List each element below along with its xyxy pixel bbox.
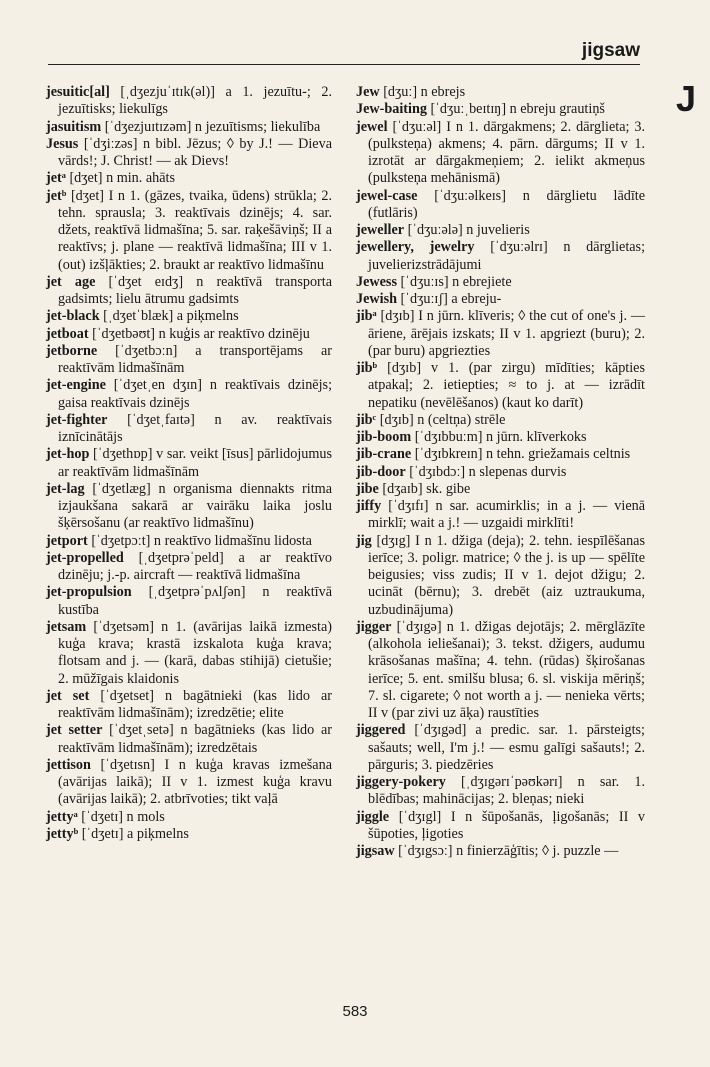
entry-definition: [ˈdʒetˌsetə] n bagātnieks (kas lido ar reaktīvām lidmašīnām); izredzētais [58,722,333,756]
entry-definition: [dʒaɪb] sk. gibe [382,480,471,497]
dictionary-entry [46,343,332,378]
dictionary-entry [46,170,332,187]
entry-definition: [ˌdʒetprəˈpʌlʃən] n reaktīvā kustība [58,584,333,618]
entry-headword: jibe [356,480,379,497]
dictionary-entry [46,826,332,843]
entry-definition: [ˈdʒethɒp] v sar. veikt [īsus] pārlidojumus ar reaktīvām lidmašīnām [58,446,333,480]
entry-headword: jewellery, jewelry [356,239,475,256]
entry-definition: [ˌdʒetˈblæk] a piķmelns [103,308,239,325]
entry-definition: [ˈdʒetˌfaɪtə] n av. reaktīvais iznīcinātājs [58,411,332,445]
entry-headword: jet-fighter [46,411,108,428]
header-rule [48,64,640,65]
dictionary-entry [356,360,645,412]
dictionary-entry [46,481,332,533]
entry-definition: [ˈdʒiːzəs] n bibl. Jēzus; ◊ by J.! — Dieva vārds!; J. Christ! — ak Dievs! [58,135,332,169]
entry-headword: jibᵃ [356,308,377,325]
dictionary-entry [356,119,645,188]
entry-definition: [ˈdʒetsəm] n 1. (avārijas laikā izmesta) kuģa krava; krastā izskalota kuģa krava; flotsam and j. — (karā, dabas stihijā) cietušie; 2. mūžīgais klaidonis [58,618,333,687]
entry-headword: jibᵇ [356,360,378,376]
dictionary-entry [46,308,332,325]
entry-definition: [dʒet] n min. ahāts [69,170,176,187]
entry-headword: jib-door [356,463,406,480]
entry-headword: jettison [46,756,91,773]
dictionary-entry [46,550,332,585]
entry-definition: [dʒɪb] n (celtņa) strēle [379,411,506,428]
thumb-index-letter: J [675,78,696,119]
entry-definition: [ˈdʒetset] n bagātnieki (kas lido ar reaktīvām lidmašīnām); izredzētie; elite [58,687,332,721]
entry-headword: Jewess [356,273,397,290]
entry-headword: jasuitism [46,118,102,135]
dictionary-entry [46,412,332,447]
dictionary-entry [356,446,645,463]
dictionary-entry [356,412,645,429]
dictionary-entry [46,688,332,723]
dictionary-entry [356,498,645,533]
dictionary-entry [46,119,332,136]
entry-headword: jet-lag [46,480,85,497]
dictionary-entry [356,308,645,360]
dictionary-entry [46,274,332,309]
dictionary-entry [46,84,332,119]
dictionary-entry [356,101,645,118]
dictionary-entry [356,188,645,223]
left-column [46,84,332,843]
page-number: 583 [342,1003,368,1020]
entry-headword: jewel [356,118,388,135]
entry-headword: jiggery-pokery [356,774,446,790]
dictionary-entry [356,464,645,481]
entry-headword: jet-engine [46,377,106,394]
entry-definition: [ˈdʒet eɪdʒ] n reaktīvā transporta gadsimts; lielu ātrumu gadsimts [58,273,333,307]
entry-definition: [ˈdʒɪgəd] a predic. sar. 1. pārsteigts; sašauts; well, I'm j.! — esmu galīgi sašauts!; 2. pārguris; 3. piedzēries [368,722,646,773]
dictionary-entry [356,774,645,809]
dictionary-entry [46,722,332,757]
entry-definition: [ˈdʒɪfɪ] n sar. acumirklis; in a j. — vienā mirklī; wait a j.! — uzgaidi mirklīti! [368,498,646,532]
dictionary-entry [356,84,645,101]
entry-headword: jetport [46,532,88,549]
entry-definition: [ˈdʒetbəʊt] n kuģis ar reaktīvo dzinēju [92,325,310,342]
entry-definition: [ˈdʒuːəl] I n 1. dārgakmens; 2. dārglieta; 3. (pulksteņa) akmens; 4. pārn. dārgums; II v 1. izrotāt ar dārgakmeņiem; 2. ielikt akmeņus (pulksteņa mehānismā) [368,118,645,187]
dictionary-entry [356,222,645,239]
entry-definition: [ˈdʒɪbdɔː] n slepenas durvis [409,463,567,480]
entry-headword: jigger [356,618,392,635]
dictionary-entry [356,843,645,860]
dictionary-entry [46,757,332,809]
right-column [356,84,645,860]
entry-definition: [ˈdʒezjuɪtɪzəm] n jezuītisms; liekulība [104,118,321,135]
entry-headword: jetboat [46,325,89,342]
dictionary-entry [46,584,332,619]
dictionary-entry [46,533,332,550]
entry-definition: [ˈdʒuːɪs] n ebrejiete [400,273,512,290]
dictionary-entry [46,446,332,481]
entry-headword: jeweller [356,222,405,238]
entry-headword: jetᵃ [46,170,66,187]
entry-definition: [ˈdʒuːəlkeɪs] n dārglietu lādīte (futlāris) [368,187,646,221]
entry-headword: jibᶜ [356,411,377,428]
entry-headword: jet set [46,687,90,704]
entry-definition: [ˈdʒɪgl] I n šūpošanās, ļigošanās; II v šūpoties, ļigoties [368,808,646,842]
entry-definition: [dʒɪb] I n jūrn. klīveris; ◊ the cut of one's j. — āriene, ārējais izskats; II v 1. apgriezt (buru); 2. (par buru) apgriezties [368,308,646,359]
dictionary-entry [356,481,645,498]
entry-headword: jetborne [46,342,98,359]
entry-definition: [ˈdʒuːələ] n juvelieris [407,222,530,238]
entry-headword: jig [356,532,372,549]
entry-headword: jib-boom [356,429,412,445]
entry-headword: jewel-case [356,187,418,204]
dictionary-entry [356,274,645,291]
entry-headword: jiggered [356,722,406,739]
running-head: jigsaw [581,40,640,61]
entry-definition: [ˈdʒetlæg] n organisma diennakts ritma izjaukšana sakarā ar vairāku laika joslu šķērsošanu (ar reaktīvo lidmašīnu) [58,480,332,532]
dictionary-entry [46,326,332,343]
entry-headword: jesuitic[al] [46,84,110,100]
entry-definition: [dʒɪg] I n 1. džiga (deja); 2. tehn. iespīlēšanas ierīce; 3. poligr. matrice; ◊ the j. is up — spēlīte beigusies; viss zudis; II v 1. dejot džigu; 2. ucināt (bērnu); 3. drebēt (aiz uztraukuma, uzbudinājuma) [368,532,646,618]
entry-definition: [dʒɪb] v 1. (par zirgu) mīdīties; kāpties atpakaļ; 2. ietiepties; ≈ to j. at — izrādīt nepatiku (nevēlēšanos) (kaut ko darīt) [368,360,646,411]
entry-definition: [ˈdʒɪbbuːm] n jūrn. klīverkoks [414,429,587,445]
dictionary-entry [356,429,645,446]
entry-definition: [ˈdʒetɪ] a piķmelns [81,825,189,842]
entry-headword: Jew-baiting [356,101,427,118]
entry-headword: jettyᵃ [46,808,78,825]
entry-definition: [ˈdʒetbɔːn] a transportējams ar reaktīvām lidmašīnām [58,342,333,376]
entry-definition: [ˈdʒetpɔːt] n reaktīvo lidmašīnu lidosta [91,532,312,549]
dictionary-entry [46,809,332,826]
dictionary-entry [46,377,332,412]
entry-definition: [ˈdʒuːɪʃ] a ebreju- [400,291,502,307]
dictionary-entry [356,619,645,723]
entry-headword: jiggle [356,808,390,825]
entry-headword: Jew [356,84,380,100]
entry-headword: jetsam [46,618,87,635]
entry-definition: [ˌdʒezjuˈɪtɪk(əl)] a 1. jezuītu-; 2. jezuītisks; liekulīgs [58,84,332,118]
entry-definition: [ˌdʒɪgərɪˈpəʊkərɪ] n sar. 1. blēdības; mahinācijas; 2. bleņas; nieki [368,774,645,808]
entry-headword: jiffy [356,498,382,514]
entry-headword: jet-black [46,308,100,325]
entry-headword: jet setter [46,722,103,739]
entry-headword: Jesus [46,135,79,152]
dictionary-entry [46,136,332,171]
entry-headword: Jewish [356,291,397,307]
dictionary-entry [46,188,332,274]
entry-definition: [ˈdʒuːəlrɪ] n dārglietas; juvelierizstrādājumi [368,239,646,273]
entry-definition: [ˈdʒuːˌbeɪtɪŋ] n ebreju grautiņš [430,101,605,118]
entry-headword: jet age [46,273,96,290]
entry-definition: [ˈdʒetˌen dʒɪn] n reaktīvais dzinējs; gaisa reaktīvais dzinējs [58,377,333,411]
entry-headword: jet-propulsion [46,584,132,601]
entry-definition: [dʒuː] n ebrejs [383,84,466,100]
dictionary-entry [46,619,332,688]
entry-definition: [ˈdʒɪgsɔː] n finierzāģītis; ◊ j. puzzle — [398,843,619,859]
dictionary-entry [356,239,645,274]
entry-definition: [ˈdʒɪgə] n 1. džigas dejotājs; 2. mērglāzīte (alkohola ieliešanai); 3. tekst. džigers, audumu krāsošanas mašīna; 4. tehn. (rūdas) šķirošanas ierīce; 5. ent. smilšu blusa; 6. sl. viskija mēriņš; 7. sl. cigarete; ◊ not worth a j. — nenieka vērts; II v (par zivi uz āķa) raustīties [368,618,646,721]
dictionary-entry [356,809,645,844]
entry-headword: jigsaw [356,843,395,859]
entry-headword: jet-hop [46,446,90,463]
entry-definition: [ˈdʒetɪsn] I n kuģa kravas izmešana (avārijas laikā); II v 1. izmest kuģa kravu (avārijas laikā); 2. atbrīvoties; tikt vaļā [58,756,332,808]
entry-headword: jettyᵇ [46,825,79,842]
entry-definition: [ˈdʒɪbkreɪn] n tehn. griežamais celtnis [414,446,631,463]
dictionary-entry [356,533,645,619]
dictionary-entry [356,722,645,774]
entry-headword: jib-crane [356,446,412,463]
entry-definition: [ˌdʒetprəˈpeld] a ar reaktīvo dzinēju; j.-p. aircraft — reaktīvā lidmašīna [58,549,333,583]
dictionary-entry [356,291,645,308]
entry-definition: [ˈdʒetɪ] n mols [81,808,165,825]
entry-definition: [dʒet] I n 1. (gāzes, tvaika, ūdens) strūkla; 2. tehn. sprausla; 3. reaktīvais dzinējs; 4. sar. džets, reaktīvā lidmašīna; 5. sar. raķešāviņš; II a reaktīvs; j. plane — reaktīvā lidmašīna; III v 1. (out) izšļākties; 2. braukt ar reaktīvo lidmašīnu [58,187,332,273]
entry-headword: jetᵇ [46,187,67,204]
entry-headword: jet-propelled [46,549,124,566]
